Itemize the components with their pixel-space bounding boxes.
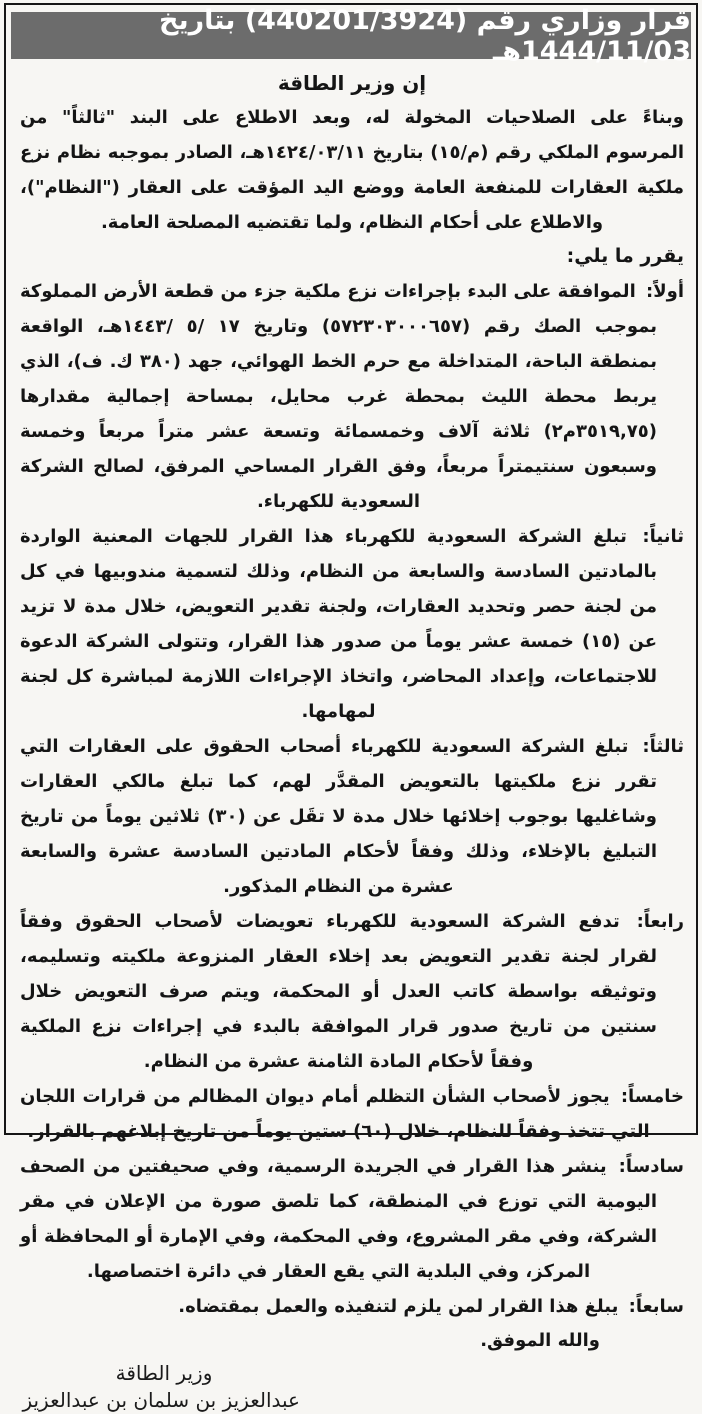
clause-text: تدفع الشركة السعودية للكهرباء تعويضات لأصحاب الحقوق وفقاً لقرار لجنة تقدير التعويض بعد إخلاء العقار المنزوعة ملكيته وتسليمه، وتوثيقه بواسطة كاتب العدل أو المحكمة، ويتم صرف التعويض خلال سنتين من تاريخ صدور قرار الموافقة بالبدء في إجراءات نزع الملكية وفقاً لأحكام المادة الثامنة عشرة من النظام. bbox=[20, 911, 657, 1072]
decree-content bbox=[6, 68, 696, 1414]
clause-label: سابعاً: bbox=[628, 1296, 684, 1317]
clause-text: الموافقة على البدء بإجراءات نزع ملكية جزء من قطعة الأرض المملوكة بموجب الصك رقم (٥٧٢٣٠٣٠٠٠٦٥٧) وتاريخ ١٧ /٥ /١٤٤٣هـ، الواقعة بمنطقة الباحة، المتداخلة مع حرم الخط الهوائي، جهد (٣٨٠ ك. ف)، الذي يربط محطة الليث بمحطة غرب محايل، بمساحة إجمالية مقدارها (٣٥١٩,٧٥م٢) ثلاثة آلاف وخمسمائة وتسعة عشر متراً مربعاً وخمسة وسبعون سنتيمتراً مربعاً، وفق القرار المساحي المرفق، لصالح الشركة السعودية للكهرباء. bbox=[20, 281, 657, 512]
clause-text: يجوز لأصحاب الشأن التظلم أمام ديوان المظالم من قرارات اللجان التي تتخذ وفقاً للنظام، خلال (٦٠) ستين يوماً من تاريخ إبلاغهم بالقرار. bbox=[20, 1086, 650, 1142]
clause-label: رابعاً: bbox=[636, 911, 684, 932]
clause-item-5 bbox=[20, 1079, 684, 1149]
salutation: إن وزير الطاقة bbox=[277, 71, 427, 95]
clause-text: يبلغ هذا القرار لمن يلزم لتنفيذه والعمل بمقتضاه. bbox=[178, 1296, 619, 1317]
clause-text: ينشر هذا القرار في الجريدة الرسمية، وفي صحيفتين من الصحف اليومية التي توزع في المنطقة، كما تلصق صورة من الإعلان في مقر الشركة، وفي مقر المشروع، وفي المحكمة، وفي الإمارة أو المحافظة أو المركز، وفي البلدية التي يقع العقار في دائرة اختصاصها. bbox=[20, 1156, 657, 1282]
decree-header-bar bbox=[11, 4, 691, 67]
decree-title: قرار وزاري رقم (440201/3924) بتاريخ 1444/11/03هـ bbox=[158, 4, 691, 67]
clause-text: تبلغ الشركة السعودية للكهرباء أصحاب الحقوق على العقارات التي تقرر نزع ملكيتها بالتعويض المقدَّر لهم، كما تبلغ مالكي العقارات وشاغليها بوجوب إخلائها خلال مدة لا تقَل عن (٣٠) ثلاثين يوماً من تاريخ التبليغ بالإخلاء، وذلك وفقاً لأحكام المادتين السادسة عشرة والسابعة عشرة من النظام المذكور. bbox=[20, 736, 657, 897]
clause-label: ثانياً: bbox=[642, 526, 684, 547]
clause-item-1 bbox=[20, 274, 684, 519]
clauses-list bbox=[20, 274, 684, 1324]
signature-title: وزير الطاقة bbox=[115, 1361, 213, 1385]
preamble-paragraph: وبناءً على الصلاحيات المخولة له، وبعد الاطلاع على البند "ثالثاً" من المرسوم الملكي رقم (م/١٥) بتاريخ ١٤٢٤/٠٣/١١هـ، الصادر بموجبه نظام نزع ملكية العقارات للمنفعة العامة ووضع اليد المؤقت على العقار ("النظام")، والاطلاع على أحكام النظام، ولما تقتضيه المصلحة العامة. bbox=[20, 107, 685, 233]
clause-label: سادساً: bbox=[618, 1156, 684, 1177]
signature-name: عبدالعزيز بن سلمان بن عبدالعزيز bbox=[22, 1388, 300, 1412]
clause-item-3 bbox=[20, 729, 684, 904]
clause-label: أولاً: bbox=[646, 281, 684, 302]
clause-label: ثالثاً: bbox=[642, 736, 684, 757]
clause-label: خامساً: bbox=[620, 1086, 684, 1107]
signature-block bbox=[22, 1360, 300, 1414]
document-body bbox=[6, 4, 696, 1412]
clause-item-6 bbox=[20, 1149, 684, 1289]
clause-item-2 bbox=[20, 519, 684, 729]
decree-intro: يقرر ما يلي: bbox=[566, 245, 684, 267]
clause-item-7 bbox=[20, 1289, 684, 1324]
closing-phrase: والله الموفق. bbox=[480, 1330, 600, 1351]
clause-item-4 bbox=[20, 904, 684, 1079]
clause-text: تبلغ الشركة السعودية للكهرباء هذا القرار للجهات المعنية الواردة بالمادتين السادسة والسابعة من النظام، وذلك لتسمية مندوبيها في كل من لجنة حصر وتحديد العقارات، ولجنة تقدير التعويض، خلال مدة لا تزيد عن (١٥) خمسة عشر يوماً من صدور هذا القرار، وتتولى الشركة الدعوة للاجتماعات، وإعداد المحاضر، واتخاذ الإجراءات اللازمة لمباشرة كل لجنة لمهامها. bbox=[20, 526, 657, 722]
